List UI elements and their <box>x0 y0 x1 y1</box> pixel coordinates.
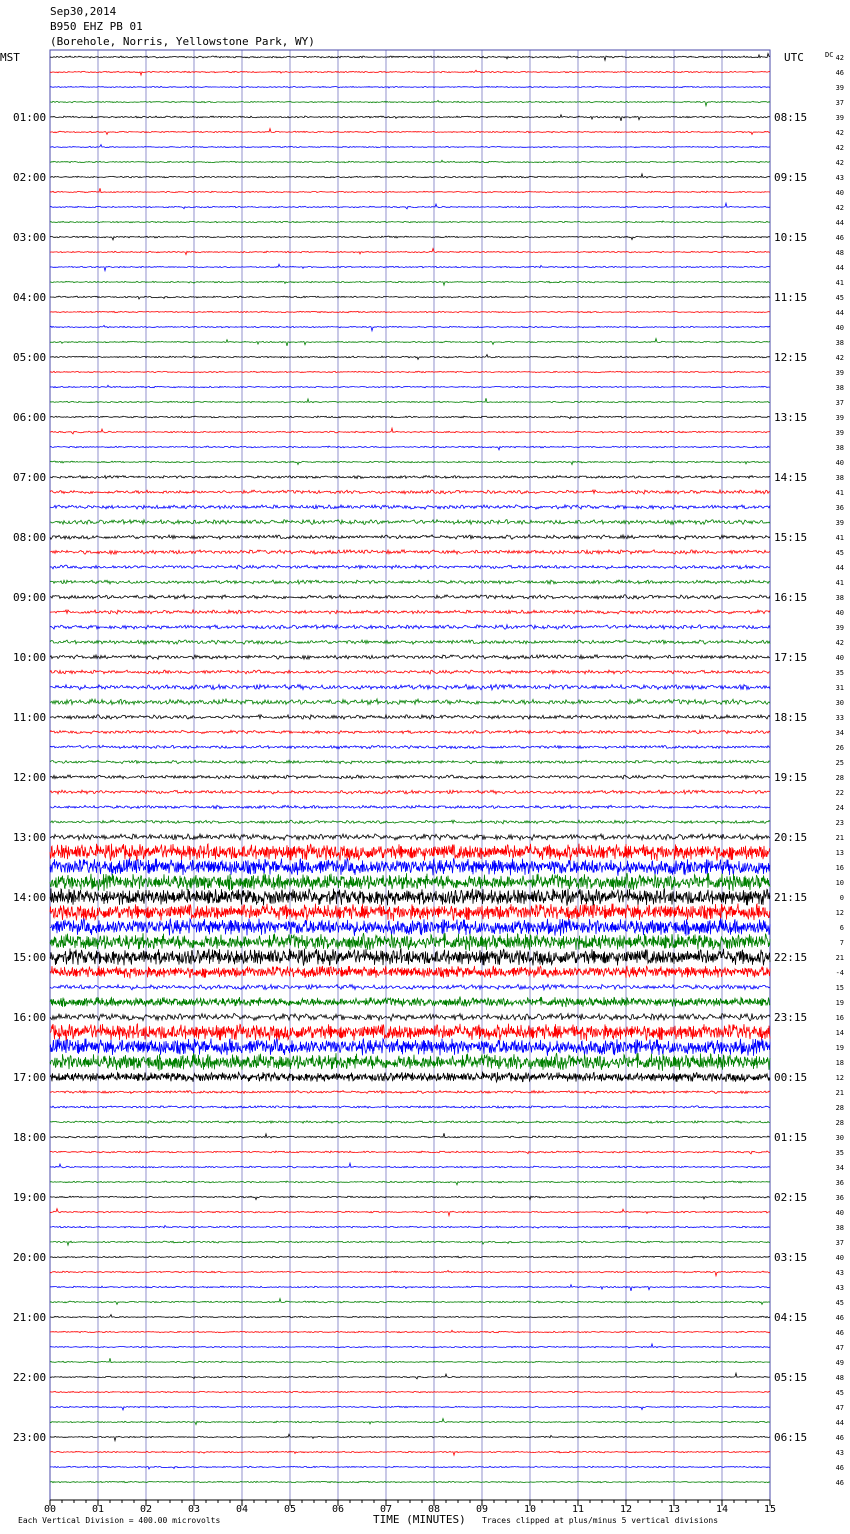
seismic-trace <box>50 398 770 403</box>
seismic-trace <box>50 86 770 88</box>
right-hour-label: 23:15 <box>774 1011 808 1024</box>
seismic-trace <box>50 1373 770 1379</box>
dc-offset-label: 41 <box>835 279 844 287</box>
location-label: (Borehole, Norris, Yellowstone Park, WY) <box>50 35 315 48</box>
seismic-trace <box>50 888 770 905</box>
seismic-trace <box>50 933 770 951</box>
dc-offset-label: 48 <box>835 1374 844 1382</box>
seismic-trace <box>50 1256 770 1258</box>
left-hour-label: 20:00 <box>13 1251 47 1264</box>
scale-note: Each Vertical Division = 400.00 microvolts <box>18 1516 221 1525</box>
left-hour-label: 08:00 <box>13 531 47 544</box>
seismic-trace <box>50 715 770 720</box>
station-label: B950 EHZ PB 01 <box>50 20 143 33</box>
dc-offset-label: 47 <box>835 1404 844 1412</box>
seismic-trace <box>50 684 770 689</box>
x-axis-label: TIME (MINUTES) <box>373 1513 466 1526</box>
seismic-trace <box>50 1226 770 1229</box>
x-tick-label: 02 <box>139 1504 153 1515</box>
x-tick-label: 00 <box>43 1504 57 1515</box>
right-hour-label: 12:15 <box>774 351 808 364</box>
dc-offset-label: 34 <box>835 1164 844 1172</box>
left-hour-label: 12:00 <box>13 771 47 784</box>
dc-offset-label: 37 <box>835 1239 844 1247</box>
dc-offset-label: 45 <box>835 1389 844 1397</box>
seismic-trace <box>50 311 770 313</box>
dc-offset-label: 46 <box>835 234 844 242</box>
dc-offset-label: 46 <box>835 69 844 77</box>
seismic-trace <box>50 1163 770 1168</box>
seismic-trace <box>50 1196 770 1200</box>
dc-offset-label: 36 <box>835 1194 844 1202</box>
grid-lines <box>50 50 770 1500</box>
dc-offset-label: 40 <box>835 459 844 467</box>
dc-offset-label: 44 <box>835 309 844 317</box>
seismic-trace <box>50 820 770 824</box>
dc-offset-label: 31 <box>835 684 844 692</box>
plot-frame <box>50 50 770 1500</box>
seismic-trace <box>50 145 770 148</box>
right-timezone-label: UTC <box>784 51 804 64</box>
seismic-trace <box>50 1106 770 1108</box>
dc-offset-label: 42 <box>835 639 844 647</box>
x-tick-label: 04 <box>235 1504 249 1515</box>
x-tick-label: 11 <box>571 1504 585 1515</box>
left-hour-label: 19:00 <box>13 1191 47 1204</box>
seismic-trace <box>50 385 770 387</box>
seismic-trace <box>50 70 770 75</box>
seismic-trace <box>50 1209 770 1216</box>
seismic-trace <box>50 1053 770 1071</box>
seismic-trace <box>50 844 770 861</box>
dc-offset-label: 39 <box>835 519 844 527</box>
dc-offset-label: 42 <box>835 204 844 212</box>
left-hour-label: 02:00 <box>13 171 47 184</box>
seismic-trace <box>50 1466 770 1469</box>
seismic-trace <box>50 699 770 705</box>
left-hour-label: 09:00 <box>13 591 47 604</box>
dc-offset-label: 42 <box>835 54 844 62</box>
seismic-trace <box>50 966 770 979</box>
x-tick-label: 13 <box>667 1504 681 1515</box>
seismic-trace <box>50 249 770 255</box>
dc-offset-label: 43 <box>835 1269 844 1277</box>
seismic-trace <box>50 775 770 779</box>
dc-offset-label: 37 <box>835 399 844 407</box>
dc-offset-label: 12 <box>835 1074 844 1082</box>
seismic-trace <box>50 446 770 450</box>
dc-offset-label: 48 <box>835 249 844 257</box>
seismic-trace <box>50 339 770 346</box>
seismic-trace <box>50 1133 770 1138</box>
dc-offset-label: 40 <box>835 324 844 332</box>
dc-offset-label: 15 <box>835 984 844 992</box>
dc-offset-label: 39 <box>835 369 844 377</box>
x-tick-label: 07 <box>379 1504 393 1515</box>
dc-offset-label: 39 <box>835 114 844 122</box>
right-hour-label: 00:15 <box>774 1071 808 1084</box>
seismic-trace <box>50 188 770 193</box>
dc-offset-label: 30 <box>835 699 844 707</box>
dc-offset-label: 45 <box>835 294 844 302</box>
seismic-trace <box>50 1181 770 1185</box>
right-hour-label: 02:15 <box>774 1191 808 1204</box>
seismic-trace <box>50 115 770 121</box>
dc-offset-label: -4 <box>835 969 844 977</box>
seismic-trace <box>50 1391 770 1393</box>
dc-offset-label: 46 <box>835 1329 844 1337</box>
seismic-trace <box>50 1038 770 1056</box>
seismic-trace <box>50 416 770 419</box>
x-tick-label: 06 <box>331 1504 345 1515</box>
seismic-trace <box>50 371 770 373</box>
seismic-trace <box>50 805 770 809</box>
seismic-trace <box>50 918 770 936</box>
seismic-trace <box>50 550 770 554</box>
seismic-trace <box>50 264 770 271</box>
seismic-trace <box>50 296 770 299</box>
dc-offset-label: 33 <box>835 714 844 722</box>
seismic-trace <box>50 1299 770 1305</box>
x-tick-label: 09 <box>475 1504 489 1515</box>
left-hour-label: 06:00 <box>13 411 47 424</box>
seismic-trace <box>50 670 770 674</box>
dc-offset-label: 21 <box>835 1089 844 1097</box>
dc-offset-label: 40 <box>835 1209 844 1217</box>
dc-offset-label: 16 <box>835 1014 844 1022</box>
seismic-trace <box>50 1481 770 1483</box>
dc-offset-label: 43 <box>835 1284 844 1292</box>
seismic-trace <box>50 174 770 178</box>
dc-offset-label: 46 <box>835 1479 844 1487</box>
seismic-trace <box>50 760 770 764</box>
seismic-trace <box>50 54 770 61</box>
x-tick-label: 01 <box>91 1504 105 1515</box>
dc-offset-label: 24 <box>835 804 844 812</box>
left-hour-label: 18:00 <box>13 1131 47 1144</box>
left-hour-label: 22:00 <box>13 1371 47 1384</box>
seismic-trace <box>50 1419 770 1425</box>
dc-offset-label: 0 <box>839 894 844 902</box>
left-hour-label: 14:00 <box>13 891 47 904</box>
right-hour-label: 10:15 <box>774 231 808 244</box>
dc-offset-label: 40 <box>835 1254 844 1262</box>
right-hour-label: 13:15 <box>774 411 808 424</box>
clip-note: Traces clipped at plus/minus 5 vertical divisions <box>482 1516 719 1525</box>
right-hour-label: 19:15 <box>774 771 808 784</box>
seismic-trace <box>50 1330 770 1333</box>
seismic-trace <box>50 790 770 794</box>
dc-offset-label: 10 <box>835 879 844 887</box>
dc-offset-label: 39 <box>835 429 844 437</box>
right-hour-label: 14:15 <box>774 471 808 484</box>
x-tick-label: 15 <box>763 1504 777 1515</box>
dc-offset-label: 26 <box>835 744 844 752</box>
dc-offset-label: 42 <box>835 129 844 137</box>
x-tick-label: 08 <box>427 1504 441 1515</box>
seismic-trace <box>50 1315 770 1318</box>
right-hour-label: 03:15 <box>774 1251 808 1264</box>
dc-offset-label: 49 <box>835 1359 844 1367</box>
dc-offset-label: 16 <box>835 864 844 872</box>
dc-offset-label: 39 <box>835 84 844 92</box>
seismic-trace <box>50 565 770 569</box>
seismic-trace <box>50 580 770 584</box>
seismic-trace <box>50 1241 770 1245</box>
dc-offset-label: 30 <box>835 1134 844 1142</box>
seismic-trace <box>50 160 770 163</box>
seismic-trace <box>50 325 770 330</box>
dc-offset-label: 12 <box>835 909 844 917</box>
seismic-trace <box>50 520 770 525</box>
seismic-trace <box>50 1151 770 1154</box>
seismic-trace <box>50 640 770 644</box>
dc-offset-label: 44 <box>835 264 844 272</box>
seismic-trace <box>50 903 770 921</box>
dc-label: DC <box>825 51 834 59</box>
dc-offset-label: 36 <box>835 504 844 512</box>
x-tick-label: 12 <box>619 1504 633 1515</box>
seismic-trace <box>50 1285 770 1291</box>
dc-offset-label: 28 <box>835 774 844 782</box>
dc-offset-label: 35 <box>835 1149 844 1157</box>
x-tick-label: 10 <box>523 1504 537 1515</box>
dc-offset-label: 34 <box>835 729 844 737</box>
left-hour-label: 13:00 <box>13 831 47 844</box>
dc-offset-label: 6 <box>839 924 844 932</box>
seismic-trace <box>50 1072 770 1082</box>
dc-offset-label: 23 <box>835 819 844 827</box>
right-hour-label: 05:15 <box>774 1371 808 1384</box>
x-tick-label: 05 <box>283 1504 297 1515</box>
dc-offset-label: 38 <box>835 339 844 347</box>
dc-offset-label: 41 <box>835 579 844 587</box>
dc-offset-label: 42 <box>835 354 844 362</box>
dc-offset-label: 28 <box>835 1104 844 1112</box>
seismic-trace <box>50 461 770 465</box>
seismic-trace <box>50 873 770 891</box>
seismic-trace <box>50 1451 770 1455</box>
right-hour-label: 09:15 <box>774 171 808 184</box>
left-hour-label: 01:00 <box>13 111 47 124</box>
dc-offset-label: 43 <box>835 1449 844 1457</box>
left-hour-label: 23:00 <box>13 1431 47 1444</box>
left-hour-label: 11:00 <box>13 711 47 724</box>
date-label: Sep30,2014 <box>50 5 117 18</box>
left-timezone-label: MST <box>0 51 20 64</box>
seismic-trace <box>50 997 770 1007</box>
seismic-trace <box>50 476 770 479</box>
dc-offset-label: 40 <box>835 609 844 617</box>
dc-offset-label: 37 <box>835 99 844 107</box>
dc-offset-label: 43 <box>835 174 844 182</box>
seismic-trace <box>50 129 770 135</box>
x-tick-label: 14 <box>715 1504 729 1515</box>
seismic-trace <box>50 1013 770 1020</box>
seismic-trace <box>50 281 770 285</box>
right-hour-label: 15:15 <box>774 531 808 544</box>
dc-offset-label: 42 <box>835 144 844 152</box>
left-hour-label: 21:00 <box>13 1311 47 1324</box>
seismic-trace <box>50 595 770 599</box>
dc-offset-label: 44 <box>835 1419 844 1427</box>
dc-offset-label: 7 <box>839 939 844 947</box>
seismic-trace <box>50 1358 770 1363</box>
dc-offset-label: 46 <box>835 1314 844 1322</box>
dc-offset-label: 38 <box>835 594 844 602</box>
left-hour-label: 05:00 <box>13 351 47 364</box>
seismic-trace <box>50 655 770 660</box>
right-hour-label: 08:15 <box>774 111 808 124</box>
left-hour-label: 10:00 <box>13 651 47 664</box>
seismic-trace <box>50 1406 770 1410</box>
dc-offset-label: 38 <box>835 444 844 452</box>
seismic-trace <box>50 490 770 494</box>
dc-offset-label: 21 <box>835 954 844 962</box>
dc-offset-label: 39 <box>835 624 844 632</box>
seismic-trace <box>50 984 770 989</box>
right-hour-label: 16:15 <box>774 591 808 604</box>
dc-offset-label: 40 <box>835 189 844 197</box>
left-hour-label: 04:00 <box>13 291 47 304</box>
dc-offset-label: 41 <box>835 489 844 497</box>
seismic-trace <box>50 535 770 539</box>
left-hour-label: 03:00 <box>13 231 47 244</box>
left-hour-label: 16:00 <box>13 1011 47 1024</box>
dc-offset-label: 44 <box>835 564 844 572</box>
right-hour-label: 11:15 <box>774 291 808 304</box>
dc-offset-label: 46 <box>835 1464 844 1472</box>
seismic-trace <box>50 730 770 733</box>
right-hour-label: 01:15 <box>774 1131 808 1144</box>
seismic-trace <box>50 1121 770 1124</box>
seismic-trace <box>50 1091 770 1094</box>
dc-offset-label: 25 <box>835 759 844 767</box>
right-hour-label: 20:15 <box>774 831 808 844</box>
dc-offset-label: 35 <box>835 669 844 677</box>
seismic-trace <box>50 745 770 748</box>
dc-offset-label: 46 <box>835 1434 844 1442</box>
trace-group <box>50 54 770 1483</box>
dc-offset-label: 19 <box>835 1044 844 1052</box>
seismic-trace <box>50 1344 770 1348</box>
dc-offset-label: 45 <box>835 1299 844 1307</box>
left-hour-label: 17:00 <box>13 1071 47 1084</box>
seismic-trace <box>50 949 770 966</box>
dc-offset-label: 45 <box>835 549 844 557</box>
seismic-trace <box>50 1434 770 1441</box>
dc-offset-label: 39 <box>835 414 844 422</box>
dc-offset-label: 13 <box>835 849 844 857</box>
dc-offset-label: 47 <box>835 1344 844 1352</box>
seismic-trace <box>50 834 770 840</box>
dc-offset-label: 36 <box>835 1179 844 1187</box>
dc-offset-label: 28 <box>835 1119 844 1127</box>
dc-offset-label: 22 <box>835 789 844 797</box>
dc-offset-label: 14 <box>835 1029 844 1037</box>
dc-offset-label: 41 <box>835 534 844 542</box>
seismic-trace <box>50 100 770 105</box>
left-hour-label: 15:00 <box>13 951 47 964</box>
seismic-trace <box>50 625 770 629</box>
seismic-trace <box>50 355 770 360</box>
seismic-trace <box>50 236 770 240</box>
dc-offset-label: 44 <box>835 219 844 227</box>
right-hour-label: 18:15 <box>774 711 808 724</box>
right-hour-label: 04:15 <box>774 1311 808 1324</box>
dc-offset-label: 38 <box>835 384 844 392</box>
dc-offset-label: 40 <box>835 654 844 662</box>
dc-offset-label: 18 <box>835 1059 844 1067</box>
seismic-trace <box>50 1270 770 1275</box>
dc-offset-label: 38 <box>835 1224 844 1232</box>
x-tick-label: 03 <box>187 1504 201 1515</box>
dc-offset-label: 38 <box>835 474 844 482</box>
seismic-trace <box>50 505 770 509</box>
seismic-trace <box>50 610 770 614</box>
seismic-trace <box>50 1024 770 1041</box>
seismic-trace <box>50 858 770 875</box>
right-hour-label: 21:15 <box>774 891 808 904</box>
right-hour-label: 06:15 <box>774 1431 808 1444</box>
dc-offset-label: 19 <box>835 999 844 1007</box>
right-hour-label: 22:15 <box>774 951 808 964</box>
seismic-trace <box>50 428 770 434</box>
seismic-trace <box>50 203 770 209</box>
right-hour-label: 17:15 <box>774 651 808 664</box>
seismic-trace <box>50 221 770 223</box>
left-hour-label: 07:00 <box>13 471 47 484</box>
dc-offset-label: 42 <box>835 159 844 167</box>
dc-offset-label: 21 <box>835 834 844 842</box>
